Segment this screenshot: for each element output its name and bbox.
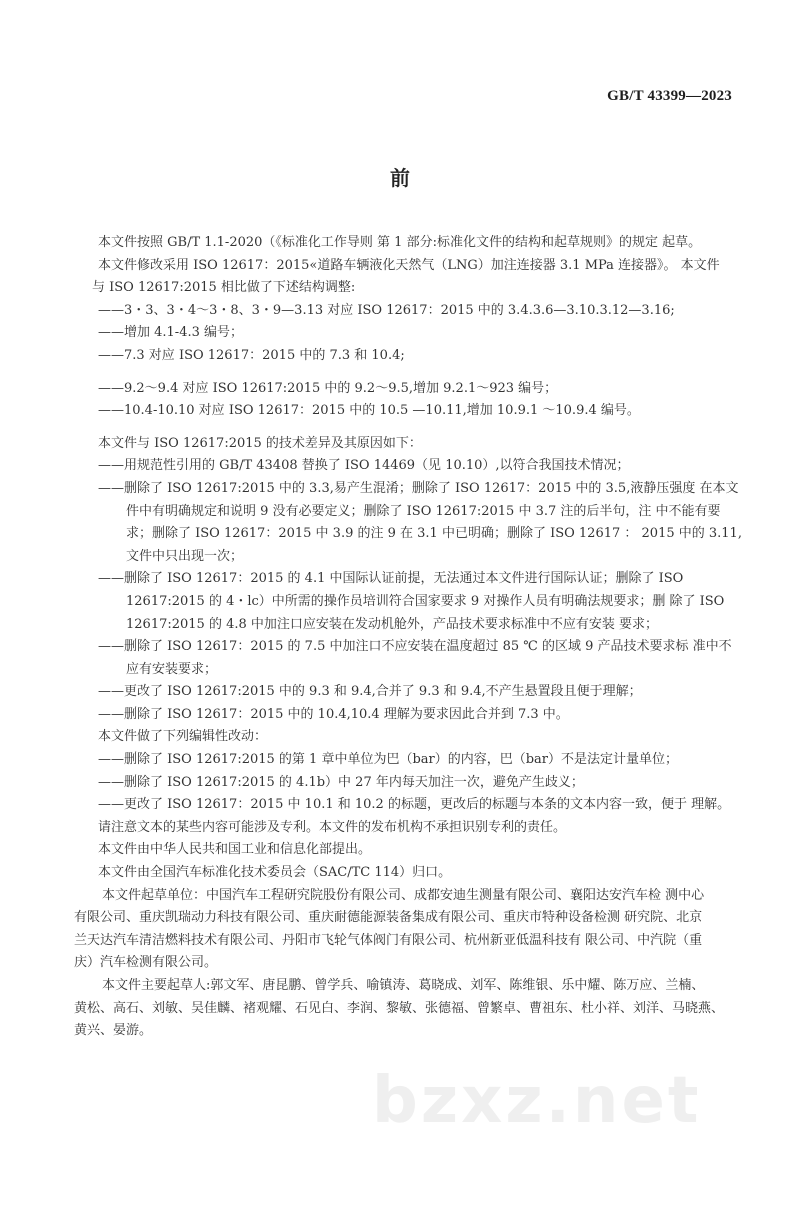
tech-diff-item: ——删除了 ISO 12617：2015 的 4.1 中国际认证前提，无法通过本文件进行国际认证；删除了 ISO: [98, 571, 684, 587]
tech-diff-item-cont: 文件中只出现一次；: [126, 548, 244, 564]
paragraph-drafting-rule: 本文件按照 GB/T 1.1-2020（《标准化工作导则 第 1 部分:标准化文件的结构和起草规则》的规定 起草。: [98, 235, 702, 250]
tech-diff-item: ——更改了 ISO 12617:2015 中的 9.3 和 9.4,合并了 9.3 和 9.4,不产生悬置段且便于理解；: [98, 684, 642, 700]
paragraph-adoption-cont: 与 ISO 12617:2015 相比做了下述结构调整:: [92, 280, 356, 296]
main-drafters-cont: 黄兴、晏游。: [74, 1023, 153, 1039]
struct-item: ——9.2～9.4 对应 ISO 12617:2015 中的 9.2～9.5,增加 9.2.1～923 编号；: [98, 380, 558, 396]
watermark: bzxz.net: [372, 1064, 702, 1138]
struct-item: ——增加 4.1-4.3 编号；: [98, 325, 244, 341]
tech-diff-item-cont: 件中有明确规定和说明 9 没有必要定义；删除了 ISO 12617:2015 中 3.7 注的后半句，注 中不能有要: [126, 503, 721, 519]
struct-item: ——3・3、3・4～3・8、3・9—3.13 对应 ISO 12617：2015 中的 3.4.3.6—3.10.3.12—3.16;: [98, 302, 675, 318]
editorial-intro: 本文件做了下列编辑性改动：: [98, 729, 268, 745]
drafting-units: 本文件起草单位：中国汽车工程研究院股份有限公司、成都安迪生测量有限公司、襄阳达安汽车检 测中心: [102, 887, 705, 903]
main-drafters: 本文件主要起草人:郭文军、唐昆鹏、曾学兵、喻镇涛、葛晓成、刘军、陈维银、乐中耀、陈万应、兰楠、: [102, 978, 705, 993]
tech-diff-intro: 本文件与 ISO 12617:2015 的技术差异及其原因如下：: [98, 435, 422, 451]
foreword-body: [74, 232, 758, 1043]
editorial-item: ——更改了 ISO 12617：2015 中 10.1 和 10.2 的标题，更改后的标题与本条的文本内容一致，便于 理解。: [98, 797, 731, 813]
drafting-units-cont: 庆）汽车检测有限公司。: [74, 955, 218, 971]
tech-diff-item-cont: 求；删除了 ISO 12617：2015 中 3.9 的注 9 在 3.1 中已明确；删除了 ISO 12617 ： 2015 中的 3.11,: [126, 526, 742, 542]
drafting-units-cont: 兰天达汽车清洁燃料技术有限公司、丹阳市飞轮气体阀门有限公司、杭州新亚低温科技有 限公司、中汽院（重: [74, 932, 703, 948]
tech-diff-item-cont: 12617:2015 的 4.8 中加注口应安装在发动机舱外，产品技术要求标准中不应有安装 要求；: [126, 616, 659, 632]
page-title: 前: [390, 166, 410, 190]
standard-code: GB/T 43399—2023: [607, 88, 732, 104]
proposer-statement: 本文件由中华人民共和国工业和信息化部提出。: [98, 842, 372, 858]
tech-diff-item-cont: 应有安装要求；: [126, 661, 218, 677]
tech-diff-item-cont: 12617:2015 的 4・lc）中所需的操作员培训符合国家要求 9 对操作人员有明确法规要求；删 除了 ISO: [126, 593, 725, 609]
editorial-item: ——删除了 ISO 12617:2015 的 4.1b）中 27 年内每天加注一次，避免产生歧义；: [98, 774, 584, 790]
tech-diff-item: ——删除了 ISO 12617：2015 的 7.5 中加注口不应安装在温度超过 85 ℃ 的区域 9 产品技术要求标 准中不: [98, 639, 732, 655]
tc-statement: 本文件由全国汽车标准化技术委员会（SAC/TC 114）归口。: [98, 865, 452, 881]
main-drafters-cont: 黄松、高石、刘敏、吴佳麟、褚观耀、石见白、李润、黎敏、张德福、曾繁卓、曹祖东、杜小祥、刘洋、马晓燕、: [74, 1000, 725, 1016]
struct-item: ——7.3 对应 ISO 12617：2015 中的 7.3 和 10.4;: [98, 347, 405, 363]
patent-notice: 请注意文本的某些内容可能涉及专利。本文件的发布机构不承担识别专利的责任。: [98, 819, 567, 835]
editorial-item: ——删除了 ISO 12617:2015 的第 1 章中单位为巴（bar）的内容，巴（bar）不是法定计量单位；: [98, 752, 679, 768]
paragraph-adoption: 本文件修改采用 ISO 12617：2015«道路车辆液化天然气（LNG）加注连接器 3.1 MPa 连接器》。 本文件: [98, 257, 720, 273]
struct-item: ——10.4-10.10 对应 ISO 12617：2015 中的 10.5 —10.11,增加 10.9.1 ～10.9.4 编号。: [98, 403, 640, 419]
tech-diff-item: ——删除了 ISO 12617：2015 中的 10.4,10.4 理解为要求因此合并到 7.3 中。: [98, 706, 569, 722]
tech-diff-item: ——用规范性引用的 GB/T 43408 替换了 ISO 14469（见 10.10）,以符合我国技术情况；: [98, 458, 630, 474]
tech-diff-item: ——删除了 ISO 12617:2015 中的 3.3,易产生混淆；删除了 ISO 12617：2015 中的 3.5,液静压强度 在本文: [98, 480, 739, 496]
drafting-units-cont: 有限公司、重庆凯瑞动力科技有限公司、重庆耐德能源装备集成有限公司、重庆市特种设备检测 研究院、北京: [74, 910, 703, 926]
